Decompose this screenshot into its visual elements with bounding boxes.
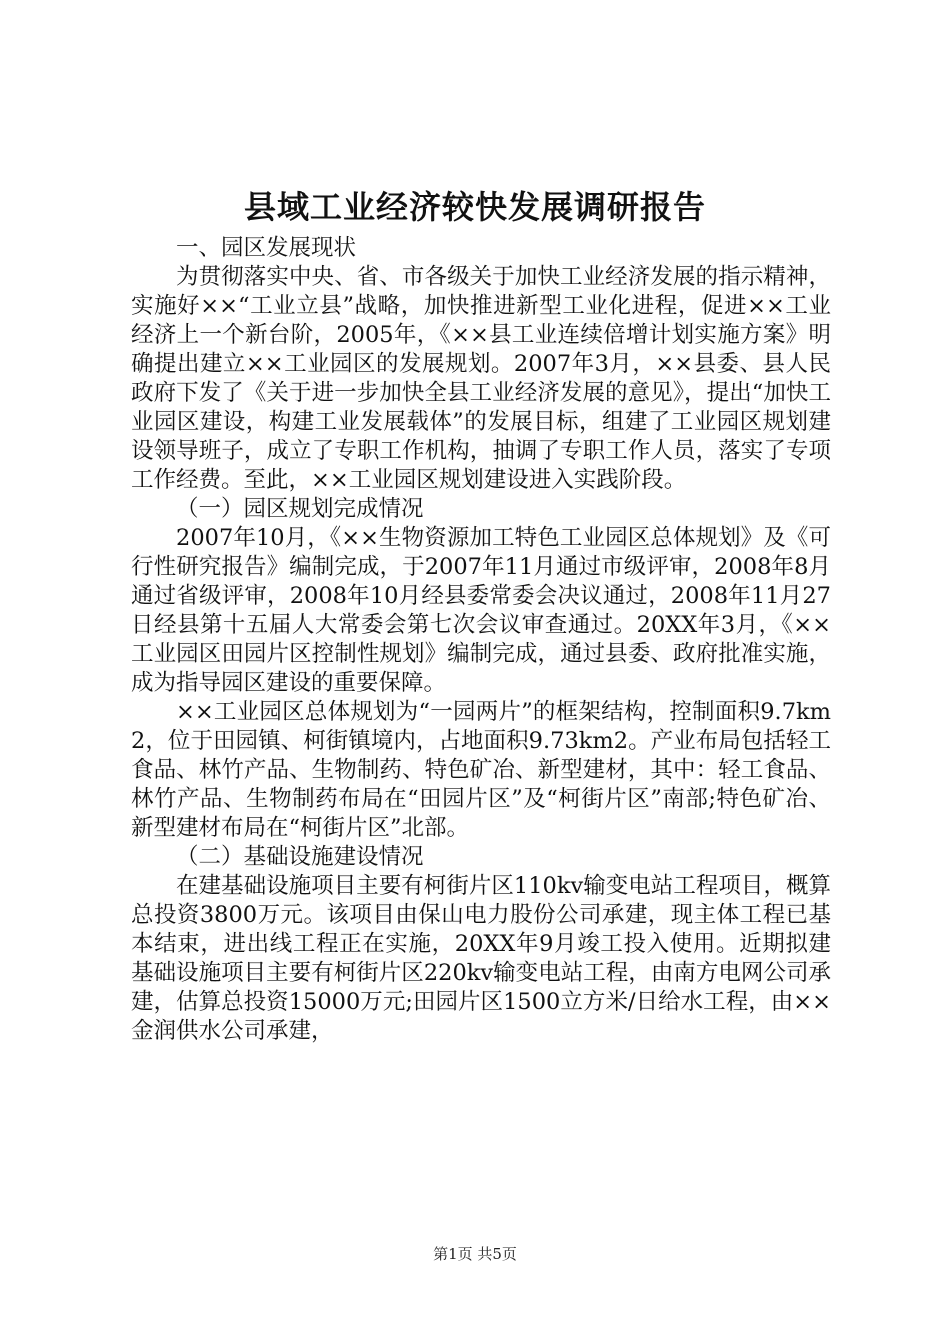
document-title: 县域工业经济较快发展调研报告 <box>243 188 706 226</box>
paragraph-4: 在建基础设施项目主要有柯街片区110kv输变电站工程项目，概算总投资3800万元。该项目由保山电力股份公司承建，现主体工程已基本结束，进出线工程正在实施，20XX年9月竣工投入使用。近期拟建基础设施项目主要有柯街片区220kv输变电站工程，由南方电网公司承建，估算总投资15000万元;田园片区1500立方米/日给水工程，由××金润供水公司承建， <box>131 873 831 1044</box>
paragraph-3: ××工业园区总体规划为“一园两片”的框架结构，控制面积9.7km2，位于田园镇、柯街镇境内，占地面积9.73km2。产业布局包括轻工食品、林竹产品、生物制药、特色矿冶、新型建材，其中：轻工食品、林竹产品、生物制药布局在“田园片区”及“柯街片区”南部;特色矿冶、新型建材布局在“柯街片区”北部。 <box>131 699 831 841</box>
document-body <box>131 234 831 1046</box>
section-heading-1: 一、园区发展现状 <box>176 235 357 261</box>
paragraph-1: 为贯彻落实中央、省、市各级关于加快工业经济发展的指示精神，实施好××“工业立县”战略，加快推进新型工业化进程，促进××工业经济上一个新台阶，2005年，《××县工业连续倍增计划实施方案》明确提出建立××工业园区的发展规划。2007年3月，××县委、县人民政府下发了《关于进一步加快全县工业经济发展的意见》，提出“加快工业园区建设，构建工业发展载体”的发展目标，组建了工业园区规划建设领导班子，成立了专职工作机构，抽调了专职工作人员，落实了专项工作经费。至此，××工业园区规划建设进入实践阶段。 <box>131 264 831 493</box>
paragraph-2: 2007年10月，《××生物资源加工特色工业园区总体规划》及《可行性研究报告》编制完成，于2007年11月通过市级评审，2008年8月通过省级评审，2008年10月经县委常委会决议通过，2008年11月27日经县第十五届人大常委会第七次会议审查通过。20XX年3月，《××工业园区田园片区控制性规划》编制完成，通过县委、政府批准实施，成为指导园区建设的重要保障。 <box>131 525 831 696</box>
subsection-heading-2: （二）基础设施建设情况 <box>176 844 424 870</box>
subsection-heading-1: （一）园区规划完成情况 <box>176 496 424 522</box>
page-number-footer: 第1页 共5页 <box>433 1245 517 1263</box>
